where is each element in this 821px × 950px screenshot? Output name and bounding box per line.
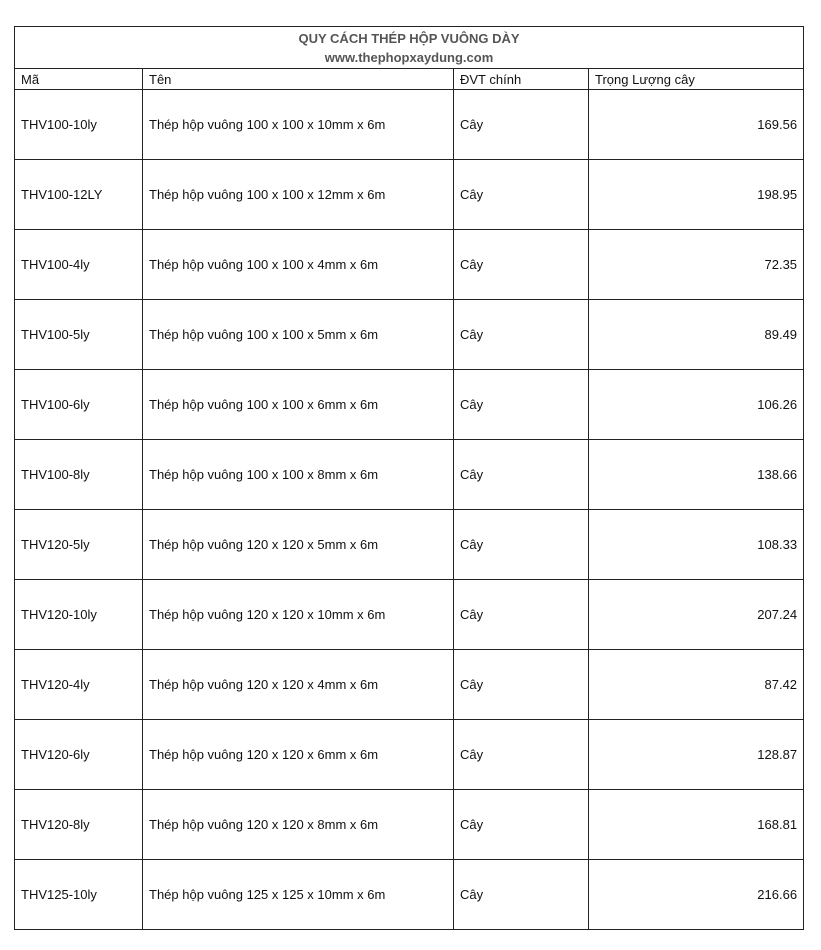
cell-weight: 72.35 xyxy=(589,230,804,300)
cell-weight: 216.66 xyxy=(589,860,804,930)
column-header-weight: Trọng Lượng cây xyxy=(589,69,804,90)
table-row xyxy=(15,440,804,510)
cell-code: THV100-10ly xyxy=(15,90,143,160)
spec-table xyxy=(14,26,804,930)
cell-unit: Cây xyxy=(454,580,589,650)
cell-code: THV100-12LY xyxy=(15,160,143,230)
table-row xyxy=(15,160,804,230)
cell-name: Thép hộp vuông 120 x 120 x 8mm x 6m xyxy=(143,790,454,860)
cell-code: THV100-8ly xyxy=(15,440,143,510)
cell-weight: 138.66 xyxy=(589,440,804,510)
cell-unit: Cây xyxy=(454,440,589,510)
cell-unit: Cây xyxy=(454,510,589,580)
cell-unit: Cây xyxy=(454,370,589,440)
cell-code: THV120-4ly xyxy=(15,650,143,720)
cell-code: THV120-8ly xyxy=(15,790,143,860)
table-row xyxy=(15,510,804,580)
cell-name: Thép hộp vuông 120 x 120 x 5mm x 6m xyxy=(143,510,454,580)
cell-name: Thép hộp vuông 100 x 100 x 12mm x 6m xyxy=(143,160,454,230)
cell-weight: 108.33 xyxy=(589,510,804,580)
sheet-website: www.thephopxaydung.com xyxy=(324,49,494,65)
table-row xyxy=(15,580,804,650)
cell-code: THV100-6ly xyxy=(15,370,143,440)
cell-weight: 198.95 xyxy=(589,160,804,230)
table-row xyxy=(15,90,804,160)
title-cell xyxy=(15,27,804,69)
cell-unit: Cây xyxy=(454,720,589,790)
cell-code: THV100-5ly xyxy=(15,300,143,370)
table-row xyxy=(15,300,804,370)
cell-name: Thép hộp vuông 100 x 100 x 6mm x 6m xyxy=(143,370,454,440)
cell-name: Thép hộp vuông 120 x 120 x 10mm x 6m xyxy=(143,580,454,650)
table-row xyxy=(15,790,804,860)
cell-weight: 89.49 xyxy=(589,300,804,370)
table-row xyxy=(15,370,804,440)
cell-weight: 169.56 xyxy=(589,90,804,160)
cell-code: THV100-4ly xyxy=(15,230,143,300)
cell-weight: 128.87 xyxy=(589,720,804,790)
cell-name: Thép hộp vuông 120 x 120 x 4mm x 6m xyxy=(143,650,454,720)
cell-weight: 87.42 xyxy=(589,650,804,720)
cell-code: THV120-5ly xyxy=(15,510,143,580)
table-row xyxy=(15,230,804,300)
cell-code: THV125-10ly xyxy=(15,860,143,930)
cell-name: Thép hộp vuông 100 x 100 x 10mm x 6m xyxy=(143,90,454,160)
cell-code: THV120-10ly xyxy=(15,580,143,650)
column-header-code: Mã xyxy=(15,69,143,90)
column-header-unit: ĐVT chính xyxy=(454,69,589,90)
cell-weight: 207.24 xyxy=(589,580,804,650)
cell-unit: Cây xyxy=(454,860,589,930)
cell-unit: Cây xyxy=(454,230,589,300)
cell-unit: Cây xyxy=(454,650,589,720)
cell-weight: 168.81 xyxy=(589,790,804,860)
table-row xyxy=(15,860,804,930)
cell-unit: Cây xyxy=(454,90,589,160)
cell-weight: 106.26 xyxy=(589,370,804,440)
table-row xyxy=(15,650,804,720)
title-row xyxy=(15,27,804,69)
cell-name: Thép hộp vuông 100 x 100 x 4mm x 6m xyxy=(143,230,454,300)
table-row xyxy=(15,720,804,790)
column-header-name: Tên xyxy=(143,69,454,90)
cell-name: Thép hộp vuông 100 x 100 x 5mm x 6m xyxy=(143,300,454,370)
sheet-title: QUY CÁCH THÉP HỘP VUÔNG DÀY xyxy=(298,30,520,46)
header-row xyxy=(15,69,804,90)
spec-sheet xyxy=(14,26,803,930)
cell-unit: Cây xyxy=(454,790,589,860)
cell-name: Thép hộp vuông 120 x 120 x 6mm x 6m xyxy=(143,720,454,790)
cell-unit: Cây xyxy=(454,300,589,370)
cell-code: THV120-6ly xyxy=(15,720,143,790)
cell-unit: Cây xyxy=(454,160,589,230)
cell-name: Thép hộp vuông 100 x 100 x 8mm x 6m xyxy=(143,440,454,510)
cell-name: Thép hộp vuông 125 x 125 x 10mm x 6m xyxy=(143,860,454,930)
